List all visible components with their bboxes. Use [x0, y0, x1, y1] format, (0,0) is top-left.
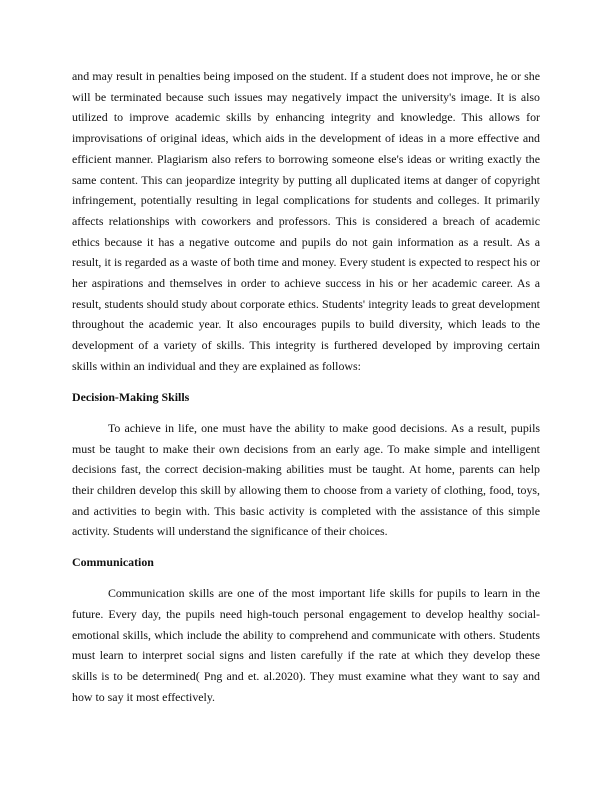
- section-heading-decision-making: Decision-Making Skills: [72, 389, 190, 404]
- intro-paragraph: and may result in penalties being imposed on the student. If a student does not improve, he or she will be terminated because such issues may negatively impact the university's image. It is also utilized to improve academic skills by enhancing integrity and knowledge. This allows for improvisations of original ideas, which aids in the development of ideas in a more effective and efficient manner. Plagiarism also refers to borrowing someone else's ideas or writing exactly the same content. This can jeopardize integrity by putting all duplicated items at danger of copyright infringement, potentially resulting in legal complications for students and colleges. It primarily affects relationships with coworkers and professors. This is considered a breach of academic ethics because it has a negative outcome and pupils do not gain information as a result. As a result, it is regarded as a waste of both time and money. Every student is expected to respect his or her aspirations and themselves in order to achieve success in his or her academic career. As a result, students should study about corporate ethics. Students' integrity leads to great development throughout the academic year. It also encourages pupils to build diversity, which leads to the development of a variety of skills. This integrity is furthered developed by improving certain skills within an individual and they are explained as follows:: [72, 69, 540, 373]
- spacer: [72, 377, 540, 387]
- spacer: [72, 573, 540, 583]
- spacer: [72, 542, 540, 552]
- section-heading-communication: Communication: [72, 555, 154, 570]
- section-body-communication: Communication skills are one of the most important life skills for pupils to learn in the future. Every day, the pupils need high-touch personal engagement to develop healthy social-emotional skills, which include the ability to comprehend and communicate with others. Students must learn to interpret social signs and listen carefully if the rate at which they develop these skills is to be determined( Png and et. al.2020). They must examine what they want to say and how to say it most effectively.: [72, 586, 540, 704]
- document-page: [72, 66, 540, 708]
- section-body-decision-making: To achieve in life, one must have the ability to make good decisions. As a result, pupils must be taught to make their own decisions from an early age. To make simple and intelligent decisions fast, the correct decision-making abilities must be taught. At home, parents can help their children develop this skill by allowing them to choose from a variety of clothing, food, toys, and activities to begin with. This basic activity is completed with the assistance of this simple activity. Students will understand the significance of their choices.: [72, 420, 540, 539]
- spacer: [72, 408, 540, 418]
